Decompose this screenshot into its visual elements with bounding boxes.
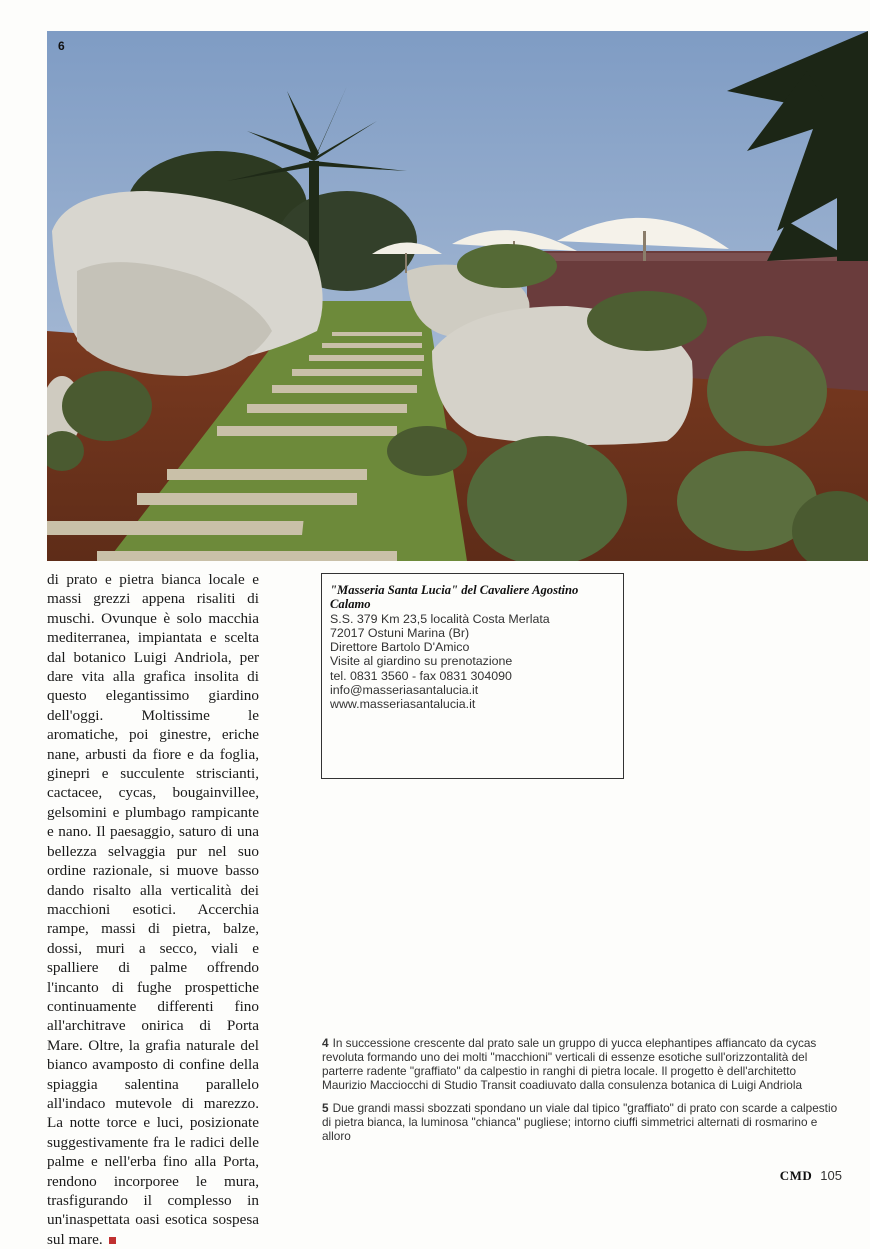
end-of-article-mark	[109, 1237, 116, 1244]
caption-number: 4	[322, 1036, 329, 1050]
page-number: 105	[820, 1168, 842, 1183]
caption-number: 5	[322, 1101, 329, 1115]
city-line: 72017 Ostuni Marina (Br)	[330, 626, 470, 641]
photo-number: 6	[58, 39, 65, 53]
article-paragraph-text: di prato e pietra bianca locale e massi grezzi appena risaliti di muschi. Ovunque è solo macchia mediterranea, impiantata e scelta dal botanico Luigi Andriola, per dare vita alla grafica insolita di questo elegantissimo giardino dell'oggi. Moltissime le aromatiche, poi ginestre, eriche nane, arbusti da fiore e da foglia, ginepri e succulente striscianti, cactacee, cycas, bougainvillee, gelsomini e plumbago rampicante e nano. Il paesaggio, saturo di una bellezza selvaggia pur nel suo ordine razionale, si muove basso dando risalto alla verticalità dei macchioni esotici. Accerchia rampe, massi di pietra, balze, dossi, muri a secco, viali e spalliere di palme offrendo l'incanto di fughe prospettiche continuamente differenti fino all'architrave onirica di Porta Mare. Oltre, la grafia naturale del bianco avamposto di confine della spiaggia salentina parallelo all'indaco mutevole di marezzo. La notte torce e luci, posizionate suggestivamente fra le radici delle palme e nell'erba fino alla Porta, rendono incorporee le mura, trasfigurando il complesso in un'inaspettata oasi esotica sospesa sul mare.	[47, 571, 259, 1248]
info-title: "Masseria Santa Lucia" del Cavaliere Agostino Calamo	[330, 583, 579, 612]
info-box	[321, 573, 624, 779]
caption-text: In successione crescente dal prato sale un gruppo di yucca elephantipes affiancato da cycas revoluta formando uno dei molti "macchioni" verticali di essenze esotiche sull'orizzontalità del parterre radente "graffiato" da calpestio in ranghi di pietra locale. Il progetto è dell'architetto Maurizio Macciocchi di Studio Transit coadiuvato dalla consulenza botanica di Luigi Andriola	[322, 1036, 817, 1092]
caption-4	[322, 1036, 842, 1092]
article-paragraph	[47, 570, 259, 1249]
garden-illustration	[47, 31, 868, 561]
page-footer	[780, 1168, 842, 1184]
email-link[interactable]: info@masseriasantalucia.it	[330, 682, 479, 697]
garden-photo	[47, 31, 868, 561]
website-link[interactable]: www.masseriasantalucia.it	[330, 696, 476, 711]
visits-line: Visite al giardino su prenotazione	[330, 654, 513, 669]
magazine-brand: CMD	[779, 1168, 813, 1183]
photo-captions	[322, 1036, 842, 1152]
article-body	[47, 570, 259, 1249]
caption-5	[322, 1101, 842, 1143]
caption-text: Due grandi massi sbozzati spondano un viale dal tipico "graffiato" di prato con scarde a calpestio di pietra bianca, la luminosa "chianca" pugliese; intorno ciuffi simmetrici alternati di rosmarino e alloro	[322, 1101, 838, 1143]
director-line: Direttore Bartolo D'Amico	[330, 640, 470, 655]
address-line: S.S. 379 Km 23,5 località Costa Merlata	[330, 612, 550, 627]
phone-line: tel. 0831 3560 - fax 0831 304090	[330, 668, 512, 683]
